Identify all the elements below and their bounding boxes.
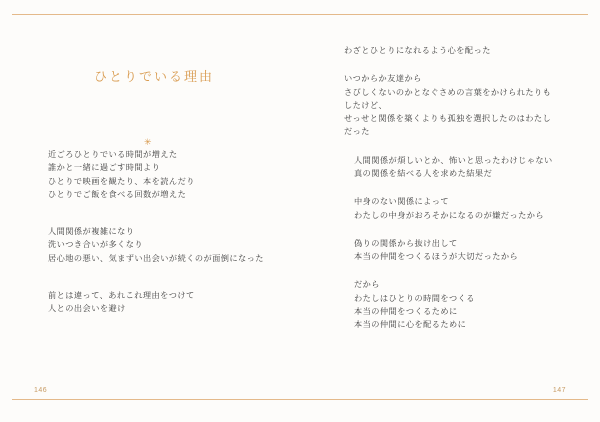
poem-line: 人との出会いを避け xyxy=(48,304,126,314)
poem-line: わたしの中身がおろそかになるのが嫌だったから xyxy=(354,210,545,220)
stanza xyxy=(354,278,558,331)
poem-line: 本当の仲間をつくるほうが大切だったから xyxy=(354,252,519,262)
poem-line: 本当の仲間に心を配るために xyxy=(354,320,467,330)
stanza xyxy=(48,289,278,316)
stanza-spacer xyxy=(48,279,278,289)
poem-line: さびしくないのかとなぐさめの言葉をかけられたりもしたけど、 xyxy=(344,87,552,110)
poem-title: ひとりでいる理由 xyxy=(94,69,215,84)
poem-line: だから xyxy=(354,280,380,290)
poem-line: 洗いつき合いが多くなり xyxy=(48,240,144,250)
poem-line: 近ごろひとりでいる時間が増えた xyxy=(48,150,178,159)
poem-line: 本当の仲間をつくるために xyxy=(354,306,458,316)
poem-line: せっせと関係を築くよりも孤独を選択したのはわたしだった xyxy=(344,114,552,137)
poem-line: 人間関係が煩しいとか、怖いと思ったわけじゃない xyxy=(354,155,553,165)
poem-line: 偽りの関係から抜け出して xyxy=(354,238,458,248)
stanza xyxy=(344,44,558,57)
stanza xyxy=(354,154,558,181)
poem-line: 人間関係が複雑になり xyxy=(48,227,135,237)
stanza-spacer xyxy=(48,215,278,225)
right-page xyxy=(300,14,588,400)
poem-line: わざとひとりになれるよう心を配った xyxy=(344,46,491,55)
poem-line: わたしはひとりの時間をつくる xyxy=(354,293,475,303)
stanza xyxy=(48,225,278,265)
poem-line: 前とは違って、あれこれ理由をつけて xyxy=(48,290,195,300)
stanza xyxy=(354,237,558,264)
stanza xyxy=(354,195,558,222)
page-number-left: 146 xyxy=(34,387,48,394)
poem-line: 中身のない関係によって xyxy=(354,197,450,207)
stanza xyxy=(48,148,278,201)
poem-line: 誰かと一緒に過ごす時間より xyxy=(48,163,161,173)
stanza xyxy=(344,72,558,138)
poem-line: 真の関係を結べる人を求めた結果だ xyxy=(354,168,493,178)
page-number-right: 147 xyxy=(552,387,566,394)
poem-line: 居心地の悪い、気まずい出会いが続くのが面倒になった xyxy=(48,253,264,263)
left-page xyxy=(12,14,300,400)
poem-line: ひとりでご飯を食べる回数が増えた xyxy=(48,189,187,199)
poem-line: ひとりで映画を観たり、本を読んだり xyxy=(48,176,195,186)
ornament-icon: ✳ xyxy=(144,137,153,147)
poem-line: いつからか友達から xyxy=(344,74,422,84)
